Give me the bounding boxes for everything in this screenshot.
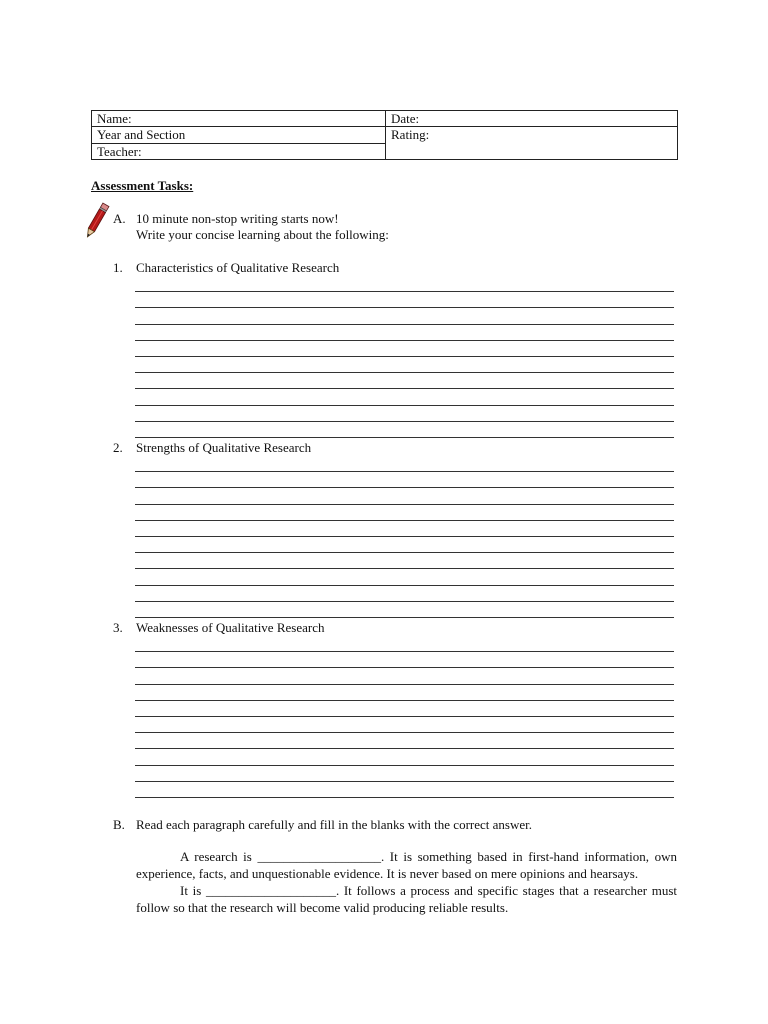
teacher-field[interactable] (92, 144, 385, 160)
item-1-answer-lines[interactable] (135, 276, 674, 438)
answer-line[interactable] (135, 521, 674, 537)
info-left-column (92, 111, 386, 159)
answer-line[interactable] (135, 325, 674, 341)
answer-line[interactable] (135, 422, 674, 438)
part-b-paragraph-2 (136, 882, 677, 916)
name-field[interactable] (92, 111, 385, 127)
para2-start: It is (180, 883, 202, 898)
answer-line[interactable] (135, 292, 674, 308)
rating-label: Rating: (391, 127, 430, 142)
name-label: Name: (97, 111, 132, 126)
item-3-number: 3. (113, 620, 123, 635)
para2-rest: . It follows a process and specific stages that a researcher must follow so that the research will become valid producing reliable results. (136, 883, 677, 915)
item-2-label: Strengths of Qualitative Research (136, 440, 312, 455)
answer-line[interactable] (135, 636, 674, 652)
answer-line[interactable] (135, 406, 674, 422)
answer-line[interactable] (135, 749, 674, 765)
pencil-icon (82, 200, 110, 242)
assessment-heading: Assessment Tasks: (91, 178, 194, 193)
answer-line[interactable] (135, 586, 674, 602)
answer-line[interactable] (135, 766, 674, 782)
answer-line[interactable] (135, 537, 674, 553)
year-section-field[interactable] (92, 127, 385, 144)
answer-line[interactable] (135, 553, 674, 569)
rating-field[interactable] (386, 127, 677, 159)
answer-line[interactable] (135, 733, 674, 749)
part-b-letter: B. (113, 817, 125, 832)
answer-line[interactable] (135, 276, 674, 292)
answer-line[interactable] (135, 389, 674, 405)
answer-line[interactable] (135, 505, 674, 521)
student-info-table (91, 110, 678, 160)
date-label: Date: (391, 111, 420, 126)
year-section-label: Year and Section (97, 127, 186, 142)
answer-line[interactable] (135, 685, 674, 701)
date-field[interactable] (386, 111, 677, 127)
part-a-line2: Write your concise learning about the following: (136, 227, 389, 242)
answer-line[interactable] (135, 308, 674, 324)
answer-line[interactable] (135, 652, 674, 668)
answer-line[interactable] (135, 341, 674, 357)
teacher-label: Teacher: (97, 144, 142, 159)
para1-rest: . It is something based in first-hand information, own experience, facts, and unquestionable evidence. It is never based on mere opinions and hearsays. (136, 849, 678, 881)
answer-line[interactable] (135, 782, 674, 798)
item-1-label: Characteristics of Qualitative Research (136, 260, 340, 275)
part-a-letter: A. (113, 211, 126, 226)
answer-line[interactable] (135, 717, 674, 733)
answer-line[interactable] (135, 357, 674, 373)
answer-line[interactable] (135, 373, 674, 389)
item-2-number: 2. (113, 440, 123, 455)
para1-blank[interactable]: ___________________ (257, 849, 381, 864)
item-3-answer-lines[interactable] (135, 636, 674, 798)
para2-blank[interactable]: ____________________ (205, 883, 336, 898)
info-right-column (386, 111, 677, 159)
answer-line[interactable] (135, 472, 674, 488)
answer-line[interactable] (135, 668, 674, 684)
answer-line[interactable] (135, 456, 674, 472)
answer-line[interactable] (135, 701, 674, 717)
item-2-answer-lines[interactable] (135, 456, 674, 618)
item-1-number: 1. (113, 260, 123, 275)
answer-line[interactable] (135, 488, 674, 504)
item-3-label: Weaknesses of Qualitative Research (136, 620, 325, 635)
part-a-line1: 10 minute non-stop writing starts now! (136, 211, 339, 226)
answer-line[interactable] (135, 602, 674, 618)
answer-line[interactable] (135, 569, 674, 585)
part-b-paragraph-1 (136, 848, 677, 882)
part-b-instruction: Read each paragraph carefully and fill in the blanks with the correct answer. (136, 817, 532, 832)
para1-start: A research is (180, 849, 252, 864)
